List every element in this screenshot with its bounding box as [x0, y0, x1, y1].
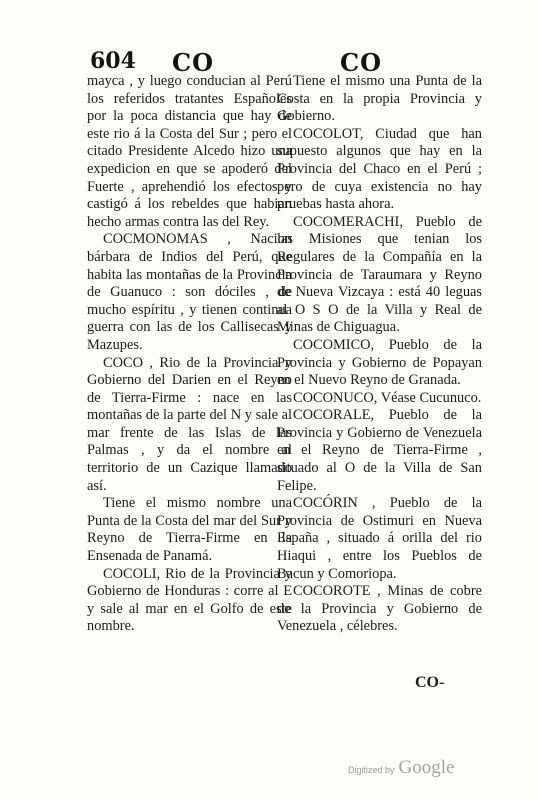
google-logo: Google — [398, 757, 455, 778]
digitized-watermark — [348, 757, 454, 779]
entry-cocorote: COCOROTE , Minas de cobre de la Provincia y Gobierno de Venezuela , célebres. — [277, 583, 482, 635]
entry-coco-punta: Tiene el mismo nombre una Punta de la Costa del mar del Sur y Reyno de Tierra-Firme en la Ensenada de Panamá. — [87, 495, 292, 565]
right-column — [277, 73, 482, 636]
entry-cocmonomas: COCMONOMAS , Nacion bárbara de Indios del Perú, que habita las montañas de la Provincia de Guanuco : son dóciles , de mucho espíritu , y tienen continua guerra con las de los Callisecas y Mazupes. — [87, 231, 292, 353]
right-running-head: CO — [340, 48, 383, 77]
entry-coco: COCO , Rio de la Provincia y Gobierno del Darien en el Reyno de Tierra-Firme : nace en las montañas de la parte del N y sale al mar frente de las Islas de las Palmas , y da el nombre al territorio de un Cazique llamado así. — [87, 354, 292, 494]
entry-cocoli: COCOLI, Rio de la Provincia y Gobierno de Honduras : corre al E y sale al mar en el Golfo de este nombre. — [87, 565, 292, 635]
entry-cocorale: COCORALE, Pueblo de la Provincia y Gobierno de Venezuela en el Reyno de Tierra-Firme , situado al O de la Villa de San Felipe. — [277, 407, 482, 494]
left-running-head: CO — [172, 48, 215, 77]
entry-cocomico: COCOMICO, Pueblo de la Provincia y Gobierno de Popayan en el Nuevo Reyno de Granada. — [277, 336, 482, 389]
page-number: 604 — [90, 48, 136, 74]
continuation-paragraph: mayca , y luego conducian al Perú los referidos tratantes Españoles por la poca distancia que hay de este rio á la Costa del Sur ; pero el citado Presidente Alcedo hizo una expedicion en que se apoderó del Fuerte , aprehendió los efectos y castigó á los rebeldes que habian hecho armas contra las del Rey. — [87, 73, 292, 230]
entry-coconuco: COCONUCO, Véase Cucunuco. — [293, 389, 482, 406]
entry-cocomerachi: COCOMERACHI, Pueblo de las Misiones que tenian los Regulares de la Compañía en la Provincia de Taraumara y Reyno de Nueva Vizcaya : está 40 leguas al O S O de la Villa y Real de Minas de Chiguagua. — [277, 213, 482, 336]
entry-cocolot: COCOLOT, Ciudad que han supuesto algunos que hay en la Provincia del Chaco en el Perú ; pero de cuya existencia no hay pruebas hasta ahora. — [277, 125, 482, 213]
entry-cocoli-punta: Tiene el mismo una Punta de la Costa en la propia Provincia y Gobierno. — [277, 73, 482, 125]
catchword: CO- — [415, 674, 445, 691]
watermark-prefix: Digitized by — [348, 765, 395, 775]
left-column — [87, 73, 292, 636]
entry-cocorin: COCÓRIN , Pueblo de la Provincia de Ostimuri en Nueva España , situado á orilla del rio Hiaqui , entre los Pueblos de Bacun y Comoriopa. — [277, 495, 482, 582]
